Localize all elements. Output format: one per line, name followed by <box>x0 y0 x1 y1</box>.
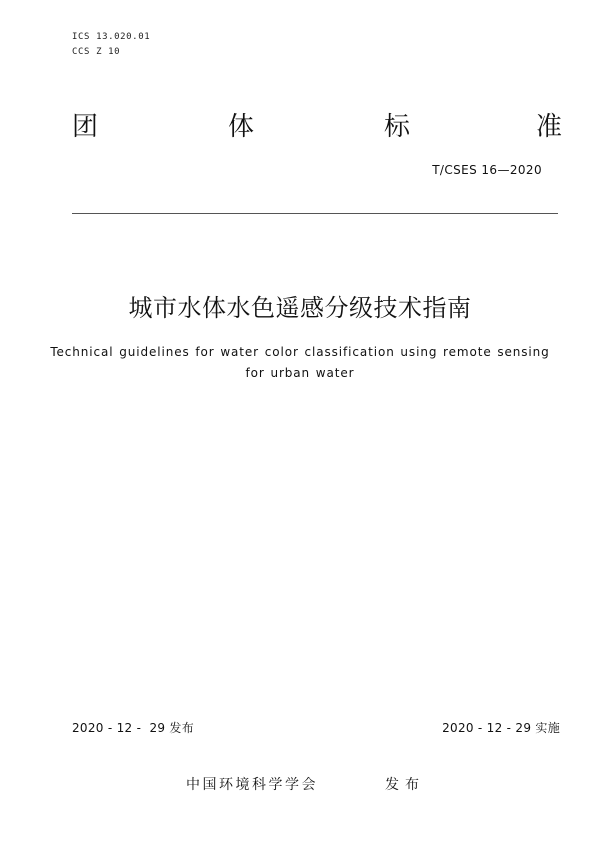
standard-type-char-3: 标 <box>384 112 411 142</box>
ccs-code: CCS Z 10 <box>72 47 121 57</box>
title-chinese: 城市水体水色遥感分级技术指南 <box>128 294 472 322</box>
issue-date: 2020 - 12 - 29 发布 <box>72 721 195 735</box>
header-divider <box>72 213 558 214</box>
title-english-line-1: Technical guidelines for water color classification using remote sensing <box>50 345 550 359</box>
ics-code: ICS 13.020.01 <box>72 32 151 42</box>
standard-number: T/CSES 16—2020 <box>432 163 542 177</box>
standard-type-char-2: 体 <box>228 112 255 142</box>
publisher-name: 中国环境科学学会 <box>186 777 318 793</box>
standard-type-char-1: 团 <box>72 112 99 142</box>
standard-type-char-4: 准 <box>536 112 563 142</box>
implementation-date: 2020 - 12 - 29 实施 <box>442 721 560 735</box>
title-english-line-2: for urban water <box>245 366 355 380</box>
publish-label: 发布 <box>385 777 425 793</box>
